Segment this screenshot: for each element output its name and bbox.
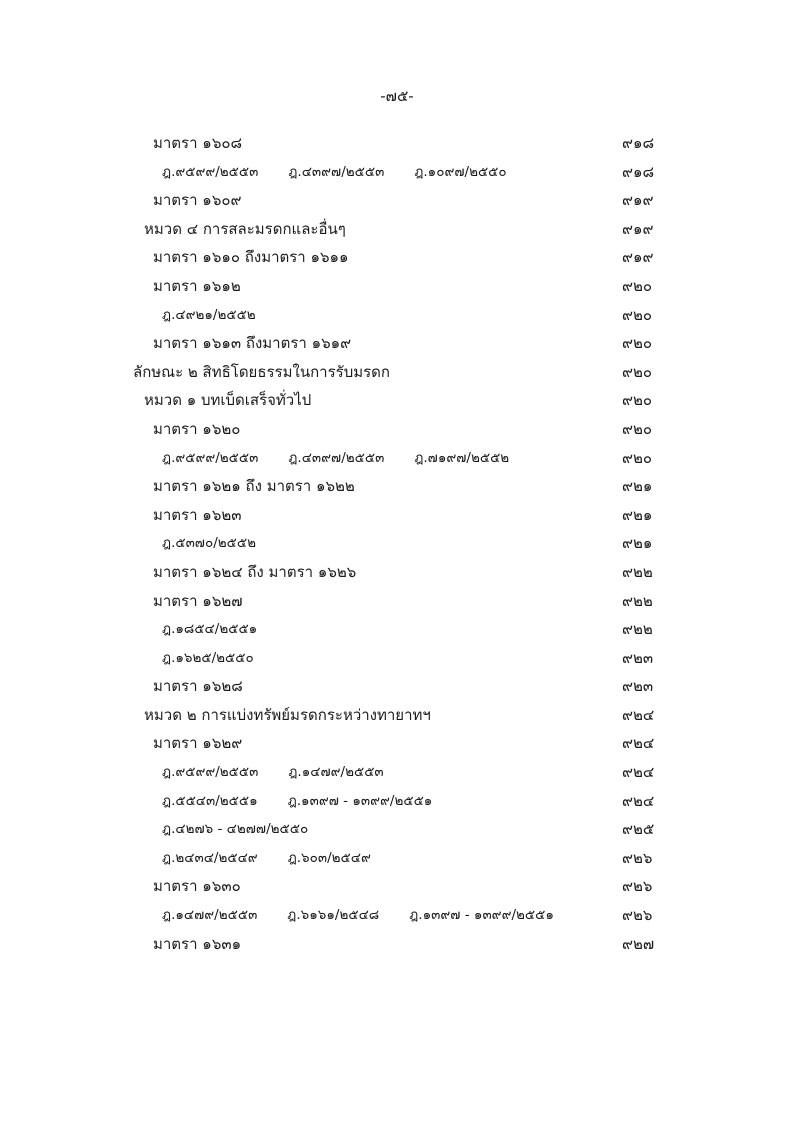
toc-entry-case xyxy=(0,158,794,187)
entry-page-number: ๙๒๑ xyxy=(622,505,653,524)
case-reference: ฎ.๑๘๕๔/๒๕๕๑ xyxy=(162,621,258,638)
case-reference: ฎ.๔๓๙๗/๒๕๕๓ xyxy=(288,163,385,180)
case-references xyxy=(162,644,254,673)
toc-entry-section xyxy=(0,329,794,358)
entry-label: มาตรา ๑๖๒๘ xyxy=(153,677,243,696)
entry-label: มาตรา ๑๖๒๐ xyxy=(153,419,241,438)
toc-entry-section xyxy=(0,729,794,758)
toc-entry-chapter xyxy=(0,215,794,244)
case-reference: ฎ.๑๔๗๙/๒๕๕๓ xyxy=(288,764,384,781)
entry-label: มาตรา ๑๖๑๒ xyxy=(153,276,241,295)
case-reference: ฎ.๔๒๗๖ - ๔๒๗๗/๒๕๕๐ xyxy=(162,821,309,838)
toc-entry-case xyxy=(0,758,794,787)
case-reference: ฎ.๗๑๙๗/๒๕๕๒ xyxy=(414,449,510,466)
page-number: -๗๕- xyxy=(380,87,414,105)
toc-entry-section xyxy=(0,930,794,959)
case-reference: ฎ.๖๐๓/๒๕๔๙ xyxy=(287,849,371,866)
toc-entry-section xyxy=(0,243,794,272)
toc-entry-case xyxy=(0,787,794,816)
toc-entry-section xyxy=(0,558,794,587)
entry-label: มาตรา ๑๖๒๓ xyxy=(153,505,242,524)
entry-page-number: ๙๒๐ xyxy=(622,276,653,295)
case-reference: ฎ.๑๐๙๗/๒๕๕๐ xyxy=(414,163,507,180)
toc-entry-part xyxy=(0,358,794,387)
entry-label: มาตรา ๑๖๓๐ xyxy=(153,877,241,896)
case-reference: ฎ.๑๓๙๗ - ๑๓๙๙/๒๕๕๑ xyxy=(409,907,554,924)
entry-page-number: ๙๑๘ xyxy=(622,134,655,152)
toc-entry-chapter xyxy=(0,386,794,415)
case-reference: ฎ.๑๖๒๕/๒๕๕๐ xyxy=(162,649,254,666)
entry-page-number: ๙๒๐ xyxy=(622,362,653,381)
toc-entry-case xyxy=(0,529,794,558)
entry-page-number: ๙๒๔ xyxy=(622,763,655,782)
entry-label: มาตรา ๑๖๑๐ ถึงมาตรา ๑๖๑๑ xyxy=(153,248,349,267)
entry-page-number: ๙๑๙ xyxy=(622,219,654,238)
case-reference: ฎ.๔๙๒๑/๒๕๕๒ xyxy=(162,306,256,323)
entry-page-number: ๙๒๐ xyxy=(622,334,653,353)
entry-page-number: ๙๑๙ xyxy=(622,191,654,210)
entry-page-number: ๙๒๒ xyxy=(622,591,653,610)
entry-page-number: ๙๒๕ xyxy=(622,820,655,839)
toc-entry-case xyxy=(0,844,794,873)
entry-label: มาตรา ๑๖๐๙ xyxy=(153,191,242,210)
case-references xyxy=(162,444,509,473)
toc-entry-case xyxy=(0,901,794,930)
entry-page-number: ๙๒๔ xyxy=(622,734,655,753)
toc-entry-section xyxy=(0,272,794,301)
table-of-contents xyxy=(0,129,794,958)
case-references xyxy=(162,844,371,873)
entry-page-number: ๙๒๑ xyxy=(622,477,653,496)
entry-label: มาตรา ๑๖๒๙ xyxy=(153,734,243,753)
case-reference: ฎ.๙๕๙๙/๒๕๕๓ xyxy=(162,449,259,466)
case-reference: ฎ.๒๔๓๔/๒๕๔๙ xyxy=(162,849,258,866)
toc-entry-case xyxy=(0,301,794,330)
entry-page-number: ๙๑๘ xyxy=(622,162,655,181)
case-references xyxy=(162,301,256,330)
entry-page-number: ๙๒๗ xyxy=(622,934,655,953)
toc-entry-case xyxy=(0,444,794,473)
case-references xyxy=(162,615,257,644)
entry-label: หมวด ๔ การสละมรดกและอื่นๆ xyxy=(144,219,346,238)
entry-page-number: ๙๒๖ xyxy=(622,848,653,867)
case-reference: ฎ.๔๓๙๗/๒๕๕๓ xyxy=(288,449,385,466)
case-reference: ฎ.๙๕๙๙/๒๕๕๓ xyxy=(162,764,259,781)
entry-page-number: ๙๒๔ xyxy=(622,705,655,724)
entry-page-number: ๙๒๓ xyxy=(622,648,654,667)
case-references xyxy=(162,529,256,558)
case-reference: ฎ.๕๕๔๓/๒๕๕๑ xyxy=(162,792,258,809)
entry-page-number: ๙๒๐ xyxy=(622,305,653,324)
entry-label: หมวด ๒ การแบ่งทรัพย์มรดกระหว่างทายาทฯ xyxy=(144,705,431,724)
toc-entry-section xyxy=(0,587,794,616)
case-reference: ฎ.๙๕๙๙/๒๕๕๓ xyxy=(162,163,259,180)
entry-page-number: ๙๒๖ xyxy=(622,906,653,925)
entry-page-number: ๙๒๑ xyxy=(622,534,653,553)
toc-entry-section xyxy=(0,415,794,444)
entry-label: มาตรา ๑๖๒๔ ถึง มาตรา ๑๖๒๖ xyxy=(153,562,357,581)
case-references xyxy=(162,758,384,787)
entry-label: มาตรา ๑๖๑๓ ถึงมาตรา ๑๖๑๙ xyxy=(153,334,352,353)
entry-page-number: ๙๒๒ xyxy=(622,620,653,639)
entry-page-number: ๙๒๖ xyxy=(622,877,653,896)
toc-entry-chapter xyxy=(0,701,794,730)
case-references xyxy=(162,158,507,187)
entry-label: มาตรา ๑๖๐๘ xyxy=(153,134,243,152)
entry-page-number: ๙๑๙ xyxy=(622,248,654,267)
case-reference: ฎ.๑๓๙๗ - ๑๓๙๙/๒๕๕๑ xyxy=(287,792,433,809)
case-references xyxy=(162,815,308,844)
toc-entry-case xyxy=(0,615,794,644)
toc-entry-case xyxy=(0,644,794,673)
toc-entry-section xyxy=(0,186,794,215)
entry-page-number: ๙๒๐ xyxy=(622,448,653,467)
toc-entry-section xyxy=(0,501,794,530)
toc-entry-section xyxy=(0,672,794,701)
entry-page-number: ๙๒๓ xyxy=(622,677,654,696)
toc-entry-section xyxy=(0,472,794,501)
entry-page-number: ๙๒๔ xyxy=(622,791,655,810)
toc-entry-section xyxy=(0,129,794,158)
entry-label: มาตรา ๑๖๓๑ xyxy=(153,934,242,953)
case-reference: ฎ.๖๑๖๑/๒๕๔๘ xyxy=(287,907,380,924)
entry-label: ลักษณะ ๒ สิทธิโดยธรรมในการรับมรดก xyxy=(133,362,390,381)
entry-page-number: ๙๒๐ xyxy=(622,419,653,438)
entry-page-number: ๙๒๐ xyxy=(622,391,653,410)
toc-entry-section xyxy=(0,872,794,901)
case-reference: ฎ.๑๔๗๙/๒๕๕๓ xyxy=(162,907,258,924)
case-references xyxy=(162,901,554,930)
entry-label: มาตรา ๑๖๒๑ ถึง มาตรา ๑๖๒๒ xyxy=(153,477,355,496)
entry-page-number: ๙๒๒ xyxy=(622,562,653,581)
entry-label: หมวด ๑ บทเบ็ดเสร็จทั่วไป xyxy=(144,391,312,410)
entry-label: มาตรา ๑๖๒๗ xyxy=(153,591,243,610)
toc-entry-case xyxy=(0,815,794,844)
case-references xyxy=(162,787,432,816)
case-reference: ฎ.๕๓๗๐/๒๕๕๒ xyxy=(162,535,256,552)
